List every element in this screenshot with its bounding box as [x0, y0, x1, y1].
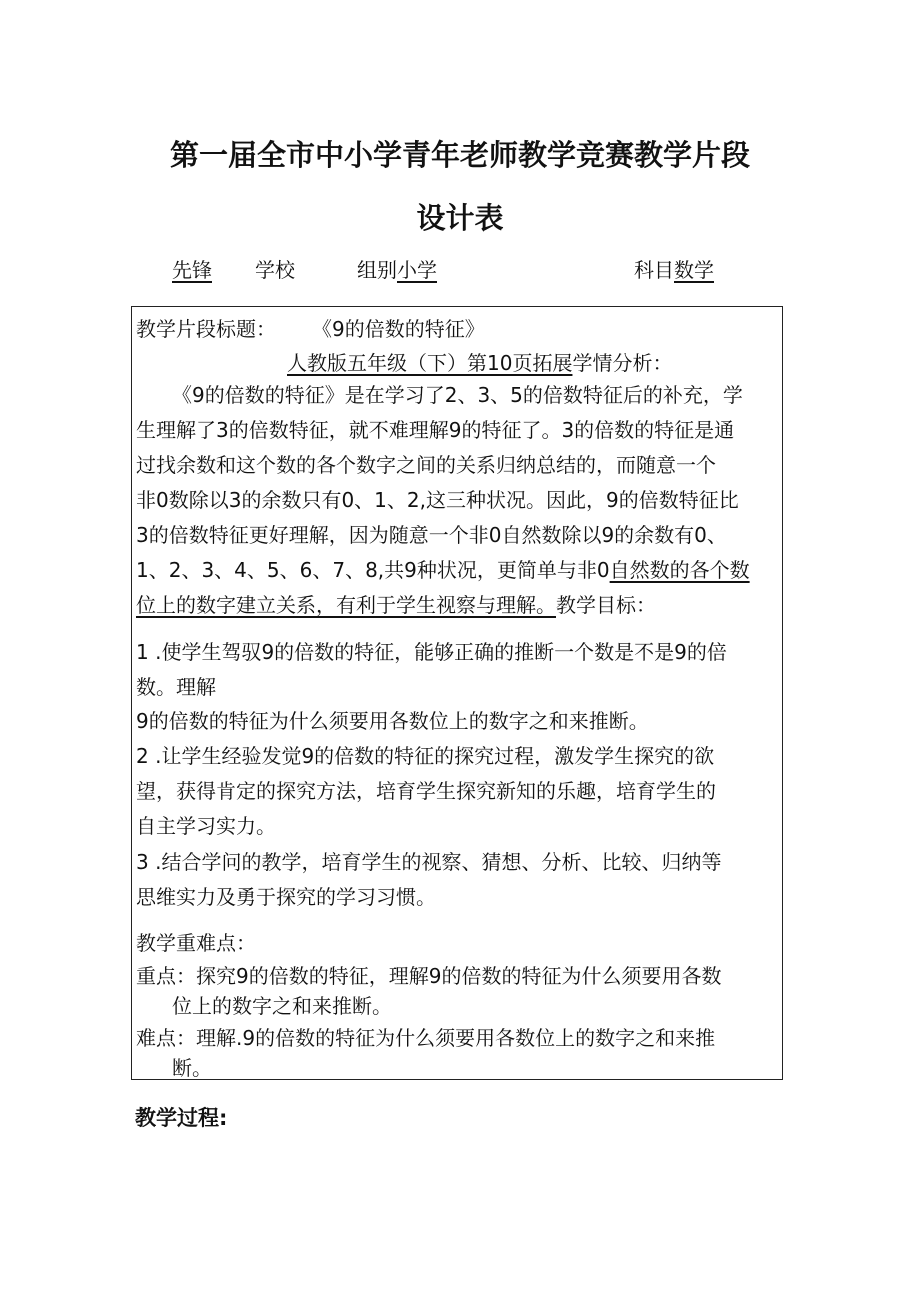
process-heading: 教学过程: — [135, 1106, 228, 1130]
group-field: 组别小学 — [357, 258, 437, 282]
analysis-line: 1、2、3、4、5、6、7、8,共9种状况，更简单与非0自然数的各个数 — [136, 558, 750, 582]
school-label: 学校 — [255, 258, 295, 282]
goal-line: 2 .让学生经验发觉9的倍数的特征的探究过程，激发学生探究的欲 — [136, 744, 715, 768]
key-label: 教学重难点： — [136, 931, 256, 955]
key-line: 难点：理解.9的倍数的特征为什么须要用各数位上的数字之和来推 — [136, 1026, 716, 1050]
topic-label: 教学片段标题： — [136, 317, 276, 341]
school-name: 先锋 — [172, 258, 212, 282]
topic-value: 《9的倍数的特征》 — [312, 317, 485, 341]
goal-line: 数。理解 — [136, 675, 216, 699]
key-line: 断。 — [172, 1056, 212, 1080]
analysis-line: 3的倍数特征更好理解，因为随意一个非0自然数除以9的余数有0、 — [136, 523, 727, 547]
source-row — [287, 350, 672, 376]
goal-line: 9的倍数的特征为什么须要用各数位上的数字之和来推断。 — [136, 709, 649, 733]
topic-row — [136, 316, 485, 342]
key-line: 重点：探究9的倍数的特征，理解9的倍数的特征为什么须要用各数 — [136, 964, 722, 988]
page-title: 第一届全市中小学青年老师教学竞赛教学片段 — [169, 138, 750, 172]
analysis-line: 《9的倍数的特征》是在学习了2、3、5的倍数特征后的补充，学 — [172, 383, 743, 407]
analysis-line: 生理解了3的倍数特征，就不难理解9的特征了。3的倍数的特征是通 — [136, 418, 735, 442]
goal-line: 思维实力及勇于探究的学习习惯。 — [136, 885, 436, 909]
subject-field: 科目数学 — [634, 258, 714, 282]
analysis-line: 位上的数字建立关系，有利于学生视察与理解。教学目标： — [136, 593, 656, 617]
goals-label: 教学目标： — [556, 593, 656, 617]
goal-line: 自主学习实力。 — [136, 814, 276, 838]
analysis-label: 学情分析： — [572, 351, 673, 375]
goal-line: 3 .结合学问的教学，培育学生的视察、猜想、分析、比较、归纳等 — [136, 850, 722, 874]
goal-line: 望，获得肯定的探究方法，培育学生探究新知的乐趣，培育学生的 — [136, 779, 716, 803]
source-line: 人教版五年级（下）第10页拓展 — [287, 351, 573, 375]
page-subtitle: 设计表 — [416, 201, 504, 235]
analysis-line: 过找余数和这个数的各个数字之间的关系归纳总结的，而随意一个 — [136, 453, 716, 477]
goal-line: 1 .使学生驾驭9的倍数的特征，能够正确的推断一个数是不是9的倍 — [136, 640, 727, 664]
analysis-line: 非0数除以3的余数只有0、1、2,这三种状况。因此，9的倍数特征比 — [136, 488, 739, 512]
key-line: 位上的数字之和来推断。 — [172, 994, 392, 1018]
